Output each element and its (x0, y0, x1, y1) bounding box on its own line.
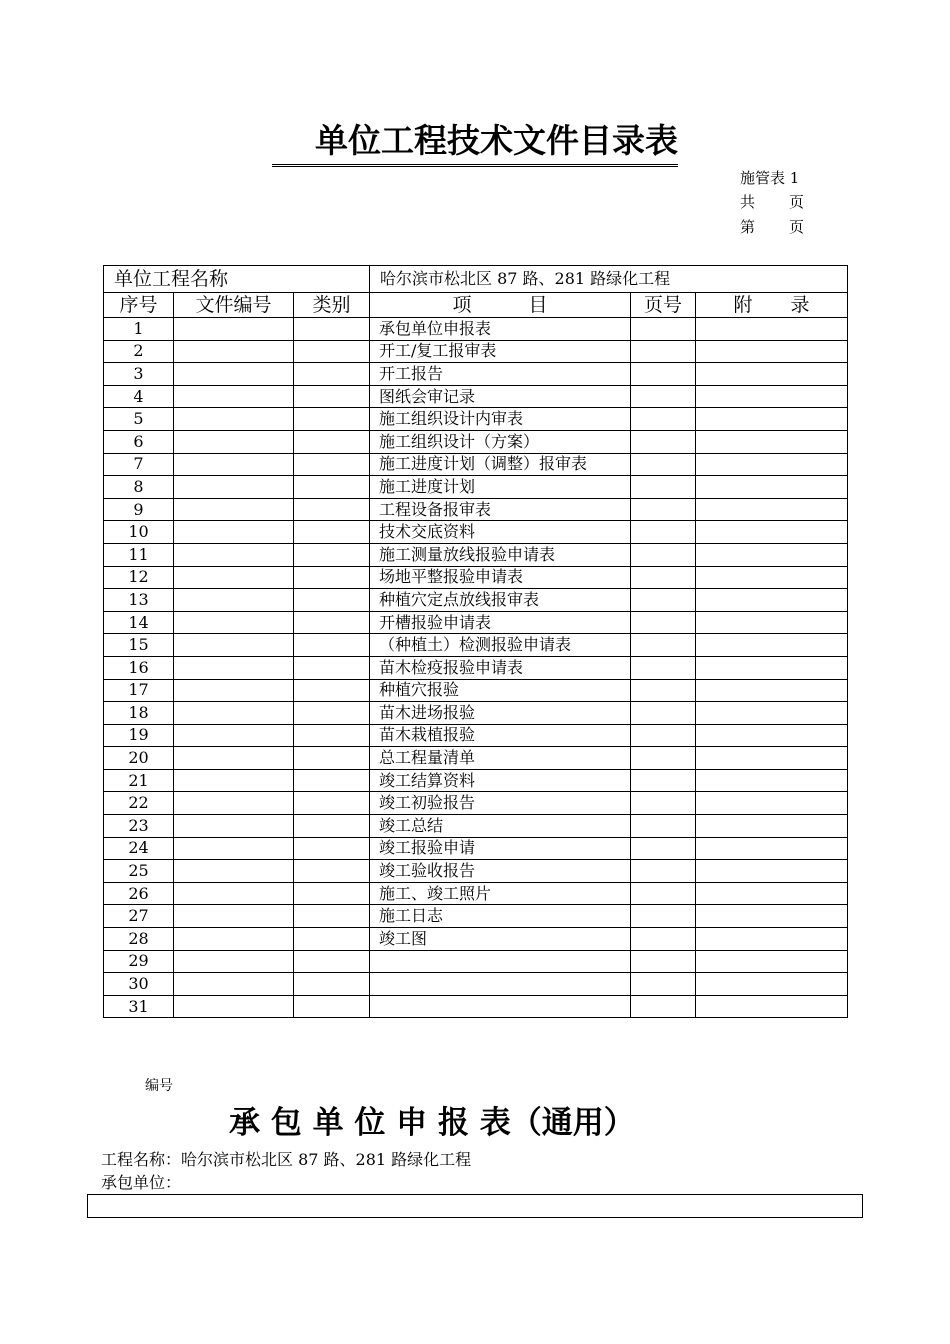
row-category (294, 430, 370, 453)
row-category (294, 453, 370, 476)
row-category (294, 543, 370, 566)
row-file-no (174, 453, 294, 476)
total-pages-label: 共 (740, 193, 756, 211)
row-page (631, 837, 696, 860)
row-no: 9 (104, 498, 174, 521)
row-no: 27 (104, 905, 174, 928)
row-page (631, 589, 696, 612)
row-page (631, 340, 696, 363)
row-no: 15 (104, 634, 174, 657)
row-no: 14 (104, 611, 174, 634)
row-file-no (174, 905, 294, 928)
row-category (294, 318, 370, 341)
row-item: 种植穴定点放线报审表 (370, 589, 631, 612)
row-category (294, 521, 370, 544)
row-no: 5 (104, 408, 174, 431)
current-page-suffix: 页 (789, 218, 805, 236)
row-category (294, 656, 370, 679)
row-page (631, 815, 696, 838)
row-category (294, 702, 370, 725)
row-no: 6 (104, 430, 174, 453)
table-row (104, 882, 848, 905)
row-file-no (174, 860, 294, 883)
row-appendix (696, 769, 848, 792)
row-no: 12 (104, 566, 174, 589)
row-file-no (174, 928, 294, 951)
row-item: 竣工总结 (370, 815, 631, 838)
row-no: 8 (104, 476, 174, 499)
row-appendix (696, 656, 848, 679)
column-header-row (104, 293, 848, 318)
row-category (294, 408, 370, 431)
row-no: 17 (104, 679, 174, 702)
row-appendix (696, 498, 848, 521)
row-file-no (174, 769, 294, 792)
row-category (294, 363, 370, 386)
row-page (631, 656, 696, 679)
col-header-no: 序号 (104, 293, 174, 318)
row-category (294, 611, 370, 634)
row-category (294, 340, 370, 363)
row-category (294, 566, 370, 589)
table-row (104, 837, 848, 860)
row-category (294, 882, 370, 905)
table-row (104, 860, 848, 883)
row-file-no (174, 679, 294, 702)
row-no: 1 (104, 318, 174, 341)
row-category (294, 837, 370, 860)
col-header-appendix: 附 录 (696, 293, 848, 318)
row-file-no (174, 430, 294, 453)
row-item: 承包单位申报表 (370, 318, 631, 341)
current-page (740, 218, 804, 236)
row-category (294, 792, 370, 815)
row-item: 苗木检疫报验申请表 (370, 656, 631, 679)
row-appendix (696, 792, 848, 815)
row-item: 工程设备报审表 (370, 498, 631, 521)
col-header-category: 类别 (294, 293, 370, 318)
row-no: 2 (104, 340, 174, 363)
row-no: 28 (104, 928, 174, 951)
row-page (631, 747, 696, 770)
row-category (294, 928, 370, 951)
row-file-no (174, 656, 294, 679)
row-item: 施工进度计划 (370, 476, 631, 499)
row-item: 技术交底资料 (370, 521, 631, 544)
table-row (104, 543, 848, 566)
row-category (294, 973, 370, 996)
row-item: 施工组织设计（方案） (370, 430, 631, 453)
project-name-row (104, 266, 848, 293)
row-page (631, 318, 696, 341)
row-file-no (174, 995, 294, 1018)
row-file-no (174, 702, 294, 725)
table-row (104, 521, 848, 544)
row-page (631, 476, 696, 499)
table-row (104, 363, 848, 386)
row-page (631, 928, 696, 951)
row-page (631, 521, 696, 544)
row-file-no (174, 882, 294, 905)
row-category (294, 476, 370, 499)
form-code-label: 编号 (145, 1078, 173, 1094)
row-page (631, 973, 696, 996)
table-row (104, 453, 848, 476)
row-page (631, 769, 696, 792)
row-file-no (174, 385, 294, 408)
row-file-no (174, 476, 294, 499)
row-page (631, 905, 696, 928)
form-code: 施管表 1 (740, 169, 800, 187)
row-item: （种植土）检测报验申请表 (370, 634, 631, 657)
row-page (631, 995, 696, 1018)
project-name-label: 单位工程名称 (104, 266, 370, 293)
table-row (104, 724, 848, 747)
table-row (104, 408, 848, 431)
row-page (631, 498, 696, 521)
row-appendix (696, 521, 848, 544)
row-page (631, 724, 696, 747)
table-row (104, 476, 848, 499)
table-row (104, 769, 848, 792)
row-appendix (696, 837, 848, 860)
row-no: 10 (104, 521, 174, 544)
row-category (294, 905, 370, 928)
row-item: 施工、竣工照片 (370, 882, 631, 905)
row-no: 22 (104, 792, 174, 815)
row-category (294, 995, 370, 1018)
row-page (631, 408, 696, 431)
row-file-no (174, 634, 294, 657)
row-page (631, 453, 696, 476)
row-category (294, 634, 370, 657)
row-page (631, 385, 696, 408)
row-file-no (174, 792, 294, 815)
form-title: 承 包 单 位 申 报 表（通用） (229, 1105, 635, 1141)
total-pages-suffix: 页 (789, 193, 805, 211)
row-item: 开工/复工报审表 (370, 340, 631, 363)
row-appendix (696, 430, 848, 453)
row-appendix (696, 679, 848, 702)
row-item (370, 950, 631, 973)
row-appendix (696, 611, 848, 634)
row-appendix (696, 724, 848, 747)
row-no: 24 (104, 837, 174, 860)
row-page (631, 792, 696, 815)
row-appendix (696, 453, 848, 476)
row-item: 施工组织设计内审表 (370, 408, 631, 431)
row-appendix (696, 363, 848, 386)
row-item: 竣工初验报告 (370, 792, 631, 815)
row-category (294, 385, 370, 408)
row-file-no (174, 815, 294, 838)
row-item: 施工日志 (370, 905, 631, 928)
row-item: 总工程量清单 (370, 747, 631, 770)
table-row (104, 815, 848, 838)
table-row (104, 589, 848, 612)
form-project-name: 工程名称：哈尔滨市松北区 87 路、281 路绿化工程 (101, 1150, 472, 1169)
row-category (294, 589, 370, 612)
row-page (631, 679, 696, 702)
row-item: 图纸会审记录 (370, 385, 631, 408)
row-no: 23 (104, 815, 174, 838)
row-no: 20 (104, 747, 174, 770)
row-appendix (696, 950, 848, 973)
row-file-no (174, 747, 294, 770)
row-no: 30 (104, 973, 174, 996)
row-category (294, 679, 370, 702)
table-row (104, 498, 848, 521)
row-no: 25 (104, 860, 174, 883)
row-page (631, 702, 696, 725)
row-category (294, 498, 370, 521)
table-row (104, 747, 848, 770)
row-appendix (696, 747, 848, 770)
row-appendix (696, 815, 848, 838)
row-no: 29 (104, 950, 174, 973)
row-page (631, 611, 696, 634)
table-row (104, 611, 848, 634)
row-file-no (174, 973, 294, 996)
row-item: 施工进度计划（调整）报审表 (370, 453, 631, 476)
table-row (104, 385, 848, 408)
table-row (104, 634, 848, 657)
row-category (294, 950, 370, 973)
row-no: 26 (104, 882, 174, 905)
col-header-page: 页号 (631, 293, 696, 318)
row-item: 苗木栽植报验 (370, 724, 631, 747)
table-row (104, 679, 848, 702)
table-row (104, 905, 848, 928)
table-row (104, 430, 848, 453)
row-no: 18 (104, 702, 174, 725)
row-file-no (174, 543, 294, 566)
row-item: 种植穴报验 (370, 679, 631, 702)
row-page (631, 566, 696, 589)
row-item: 苗木进场报验 (370, 702, 631, 725)
row-appendix (696, 408, 848, 431)
row-appendix (696, 589, 848, 612)
row-appendix (696, 340, 848, 363)
row-no: 11 (104, 543, 174, 566)
row-appendix (696, 634, 848, 657)
table-row (104, 340, 848, 363)
row-page (631, 860, 696, 883)
row-page (631, 543, 696, 566)
row-file-no (174, 363, 294, 386)
row-appendix (696, 702, 848, 725)
row-file-no (174, 318, 294, 341)
row-file-no (174, 724, 294, 747)
row-page (631, 363, 696, 386)
row-page (631, 950, 696, 973)
row-appendix (696, 543, 848, 566)
row-no: 4 (104, 385, 174, 408)
row-item: 竣工图 (370, 928, 631, 951)
row-item: 开槽报验申请表 (370, 611, 631, 634)
form-contractor: 承包单位： (101, 1173, 182, 1192)
table-row (104, 950, 848, 973)
table-row (104, 318, 848, 341)
row-no: 3 (104, 363, 174, 386)
row-category (294, 747, 370, 770)
table-row (104, 702, 848, 725)
row-item: 场地平整报验申请表 (370, 566, 631, 589)
row-category (294, 724, 370, 747)
row-appendix (696, 995, 848, 1018)
row-category (294, 860, 370, 883)
row-file-no (174, 340, 294, 363)
row-item (370, 973, 631, 996)
row-no: 13 (104, 589, 174, 612)
row-page (631, 430, 696, 453)
row-no: 16 (104, 656, 174, 679)
row-file-no (174, 498, 294, 521)
table-row (104, 656, 848, 679)
row-page (631, 634, 696, 657)
row-category (294, 769, 370, 792)
row-no: 7 (104, 453, 174, 476)
row-item: 竣工结算资料 (370, 769, 631, 792)
document-title: 单位工程技术文件目录表 (272, 120, 678, 167)
project-name-value: 哈尔滨市松北区 87 路、281 路绿化工程 (370, 266, 848, 293)
row-item: 开工报告 (370, 363, 631, 386)
table-row (104, 928, 848, 951)
table-row (104, 973, 848, 996)
row-no: 31 (104, 995, 174, 1018)
table-row (104, 792, 848, 815)
row-no: 21 (104, 769, 174, 792)
current-page-label: 第 (740, 218, 756, 236)
row-appendix (696, 882, 848, 905)
col-header-file-no: 文件编号 (174, 293, 294, 318)
row-file-no (174, 521, 294, 544)
row-item: 竣工验收报告 (370, 860, 631, 883)
row-appendix (696, 476, 848, 499)
row-file-no (174, 566, 294, 589)
row-appendix (696, 928, 848, 951)
table-row (104, 566, 848, 589)
form-table-box (87, 1194, 863, 1218)
row-appendix (696, 905, 848, 928)
row-appendix (696, 860, 848, 883)
table-row (104, 995, 848, 1018)
toc-table (103, 265, 848, 1018)
row-category (294, 815, 370, 838)
row-page (631, 882, 696, 905)
row-appendix (696, 318, 848, 341)
col-header-item: 项 目 (370, 293, 631, 318)
row-file-no (174, 950, 294, 973)
row-item: 施工测量放线报验申请表 (370, 543, 631, 566)
total-pages (740, 193, 804, 211)
row-appendix (696, 566, 848, 589)
row-item: 竣工报验申请 (370, 837, 631, 860)
row-no: 19 (104, 724, 174, 747)
row-file-no (174, 589, 294, 612)
row-item (370, 995, 631, 1018)
row-file-no (174, 837, 294, 860)
row-appendix (696, 385, 848, 408)
row-file-no (174, 408, 294, 431)
row-file-no (174, 611, 294, 634)
row-appendix (696, 973, 848, 996)
